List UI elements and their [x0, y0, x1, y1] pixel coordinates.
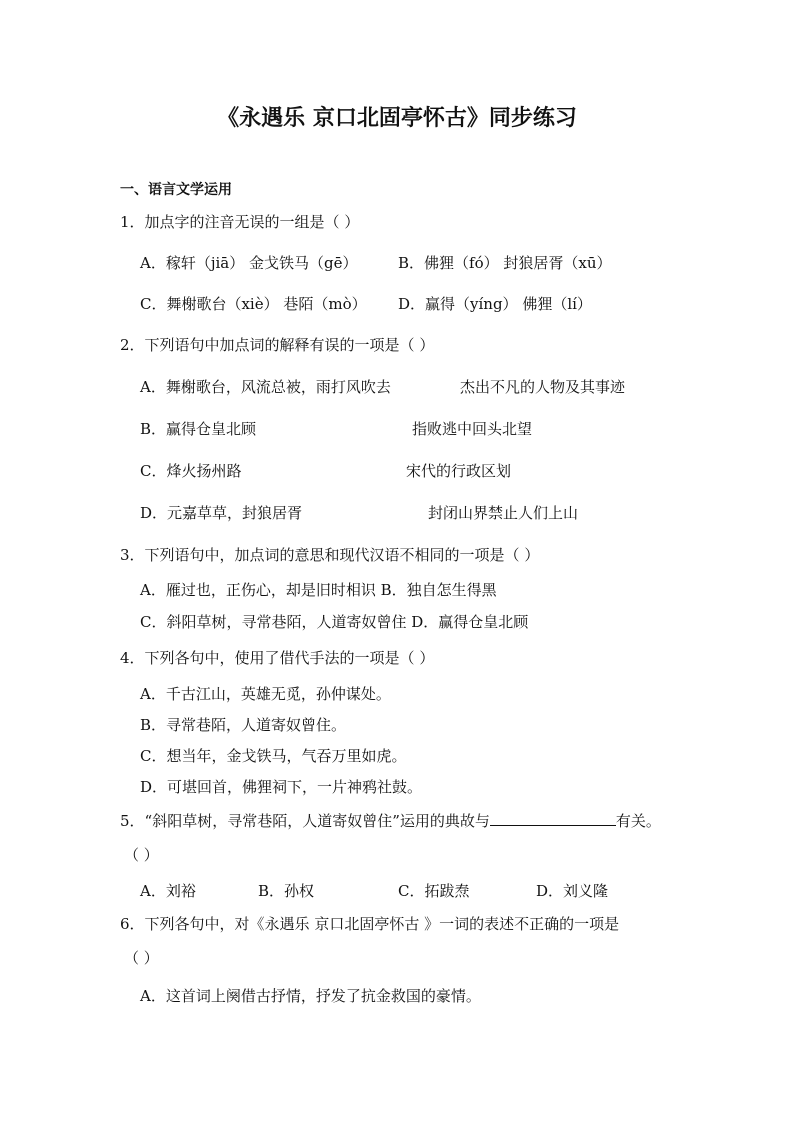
- q1-option-a: A．稼轩（jiā） 金戈铁马（gē）: [140, 254, 358, 272]
- q5-answer-paren: （ ）: [124, 846, 159, 864]
- question-2-stem: 2．下列语句中加点词的解释有误的一项是（ ）: [120, 336, 435, 354]
- q3-options-ab: A．雁过也，正伤心，却是旧时相识 B．独自怎生得黑: [140, 581, 497, 599]
- question-4-stem: 4．下列各句中，使用了借代手法的一项是（ ）: [120, 649, 435, 667]
- q4-option-b: B．寻常巷陌，人道寄奴曾住。: [140, 716, 347, 734]
- q5-option-a: A．刘裕: [140, 882, 196, 900]
- question-6-stem: 6．下列各句中，对《永遇乐 京口北固亭怀古 》一词的表述不正确的一项是: [120, 915, 620, 933]
- page-title: 《永遇乐 京口北固亭怀古》同步练习: [217, 105, 577, 131]
- q5-option-b: B．孙权: [258, 882, 315, 900]
- q4-option-c: C．想当年，金戈铁马，气吞万里如虎。: [140, 747, 407, 765]
- q2-option-d: D．元嘉草草，封狼居胥: [140, 504, 303, 522]
- q3-options-cd: C．斜阳草树，寻常巷陌，人道寄奴曾住 D．赢得仓皇北顾: [140, 613, 529, 631]
- q1-option-b: B．佛狸（fó） 封狼居胥（xū）: [398, 254, 612, 272]
- q2-option-c: C．烽火扬州路: [140, 462, 242, 480]
- q2-option-a-explanation: 杰出不凡的人物及其事迹: [460, 378, 626, 396]
- q6-answer-paren: （ ）: [124, 949, 159, 967]
- q2-option-b: B．赢得仓皇北顾: [140, 420, 257, 438]
- q2-option-d-explanation: 封闭山界禁止人们上山: [428, 504, 579, 522]
- q4-option-d: D．可堪回首，佛狸祠下，一片神鸦社鼓。: [140, 778, 423, 796]
- q5-option-c: C．拓跋焘: [398, 882, 470, 900]
- q5-stem-before: 5．“斜阳草树，寻常巷陌，人道寄奴曾住”运用的典故与: [120, 812, 490, 830]
- q5-option-d: D．刘义隆: [536, 882, 609, 900]
- question-3-stem: 3．下列语句中，加点词的意思和现代汉语不相同的一项是（ ）: [120, 546, 540, 564]
- q2-option-b-explanation: 指败逃中回头北望: [412, 420, 533, 438]
- q5-answer-blank: [490, 811, 616, 826]
- q1-option-d: D．赢得（yíng） 佛狸（lí）: [398, 295, 592, 313]
- section-heading: 一、语言文学运用: [120, 182, 232, 198]
- q4-option-a: A．千古江山，英雄无觅，孙仲谋处。: [140, 685, 391, 703]
- q2-option-a: A．舞榭歌台，风流总被，雨打风吹去: [140, 378, 391, 396]
- q1-option-c: C．舞榭歌台（xiè） 巷陌（mò）: [140, 295, 367, 313]
- question-1-stem: 1．加点字的注音无误的一组是（ ）: [120, 213, 360, 231]
- q6-option-a: A．这首词上阕借古抒情，抒发了抗金救国的豪情。: [140, 987, 481, 1005]
- question-5-stem: [120, 811, 661, 831]
- q2-option-c-explanation: 宋代的行政区划: [406, 462, 512, 480]
- q5-stem-after: 有关。: [615, 812, 661, 830]
